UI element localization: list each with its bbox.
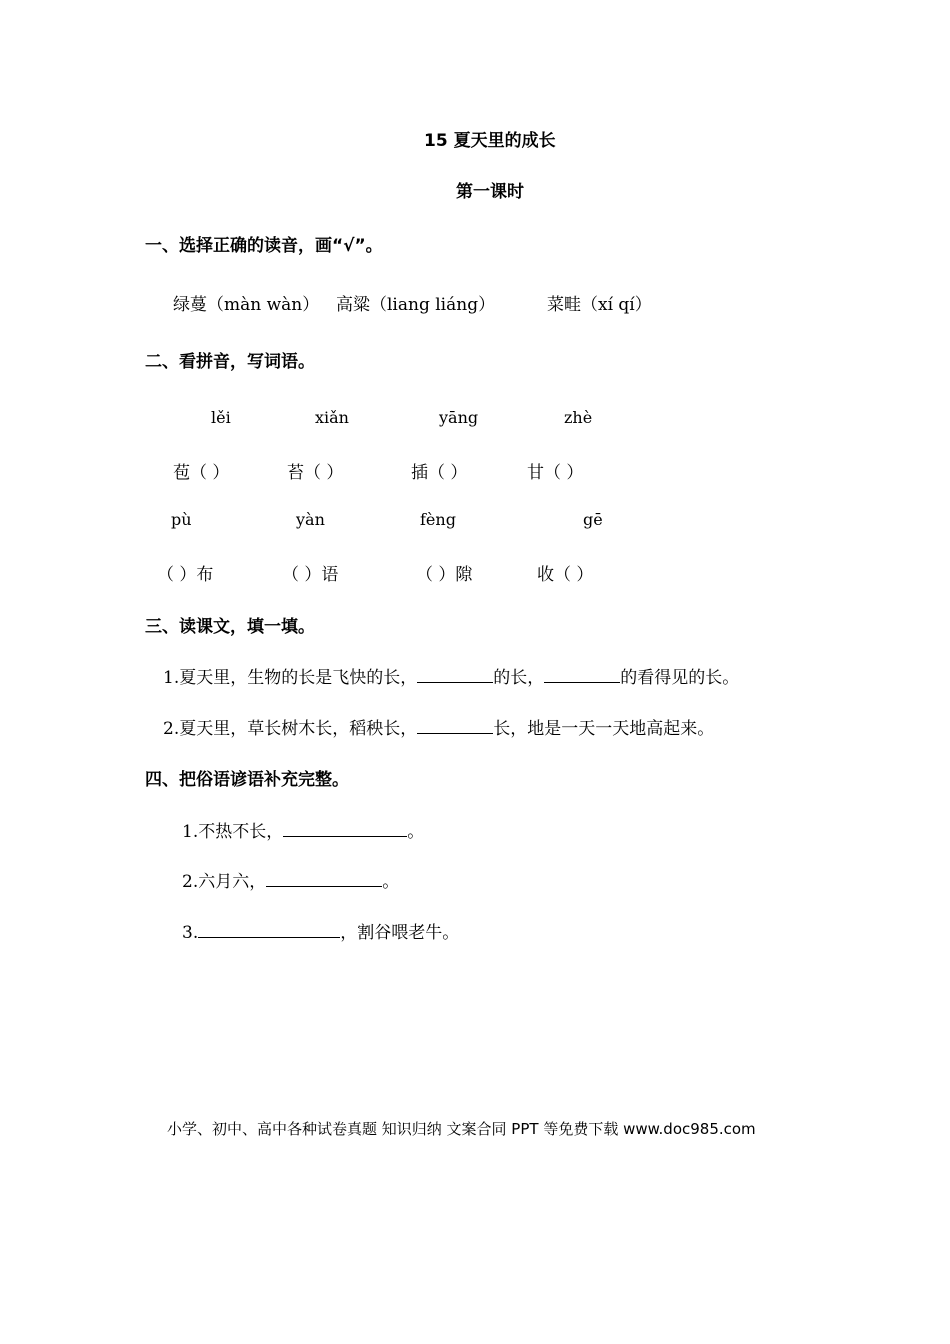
proverb-part: 2.六月六， — [182, 872, 267, 892]
sentence-part: 长，地是一天一天地高起来。 — [493, 719, 715, 739]
answer-blank[interactable] — [417, 715, 493, 734]
sentence-part: 1.夏天里，生物的长是飞快的长， — [163, 668, 418, 688]
answer-blank[interactable] — [198, 919, 340, 938]
proverb-part: ，割谷喂老牛。 — [340, 923, 460, 943]
page-subtitle: 第一课时 — [456, 182, 524, 202]
word-blank: （ ）隙 — [416, 565, 473, 585]
page-title: 15 夏天里的成长 — [424, 131, 556, 151]
proverb-part: 。 — [382, 872, 400, 892]
word-blank: 甘（ ） — [527, 463, 584, 483]
proverb-1 — [182, 817, 424, 842]
sentence-part: 的看得见的长。 — [620, 668, 740, 688]
page-footer: 小学、初中、高中各种试卷真题 知识归纳 文案合同 PPT 等免费下载 www.doc985.com — [167, 1120, 756, 1138]
answer-blank[interactable] — [266, 868, 382, 887]
sentence-part: 的长， — [493, 668, 545, 688]
proverb-2 — [182, 867, 399, 892]
proverb-part: 。 — [407, 822, 425, 842]
answer-blank[interactable] — [417, 664, 493, 683]
pinyin-label: gē — [583, 510, 603, 529]
word-blank: （ ）语 — [282, 565, 339, 585]
word-blank: 插（ ） — [411, 463, 468, 483]
proverb-3 — [182, 918, 459, 943]
answer-blank[interactable] — [544, 664, 620, 683]
section4-heading: 四、把俗语谚语补充完整。 — [145, 770, 349, 790]
section2-heading: 二、看拼音，写词语。 — [145, 352, 315, 372]
section3-heading: 三、读课文，填一填。 — [145, 617, 315, 637]
pinyin-label: yāng — [439, 408, 479, 427]
pinyin-label: lěi — [211, 408, 231, 427]
proverb-part: 1.不热不长， — [182, 822, 284, 842]
section1-item: 绿蔓（màn wàn） — [173, 295, 320, 315]
pinyin-label: xiǎn — [315, 408, 349, 427]
pinyin-label: pù — [171, 510, 192, 529]
sentence-part: 2.夏天里，草长树木长，稻秧长， — [163, 719, 418, 739]
section1-item: 高粱（liang liáng） — [336, 295, 496, 315]
pinyin-label: yàn — [296, 510, 325, 529]
section1-item: 菜畦（xí qí） — [547, 295, 652, 315]
answer-blank[interactable] — [283, 818, 407, 837]
word-blank: （ ）布 — [157, 565, 214, 585]
section1-heading: 一、选择正确的读音，画“√”。 — [145, 236, 383, 256]
word-blank: 收（ ） — [537, 565, 594, 585]
word-blank: 苔（ ） — [287, 463, 344, 483]
fill-sentence-1 — [163, 663, 739, 688]
word-blank: 苞（ ） — [173, 463, 230, 483]
fill-sentence-2 — [163, 714, 714, 739]
pinyin-label: fèng — [420, 510, 456, 529]
pinyin-label: zhè — [564, 408, 593, 427]
proverb-part: 3. — [182, 923, 199, 943]
